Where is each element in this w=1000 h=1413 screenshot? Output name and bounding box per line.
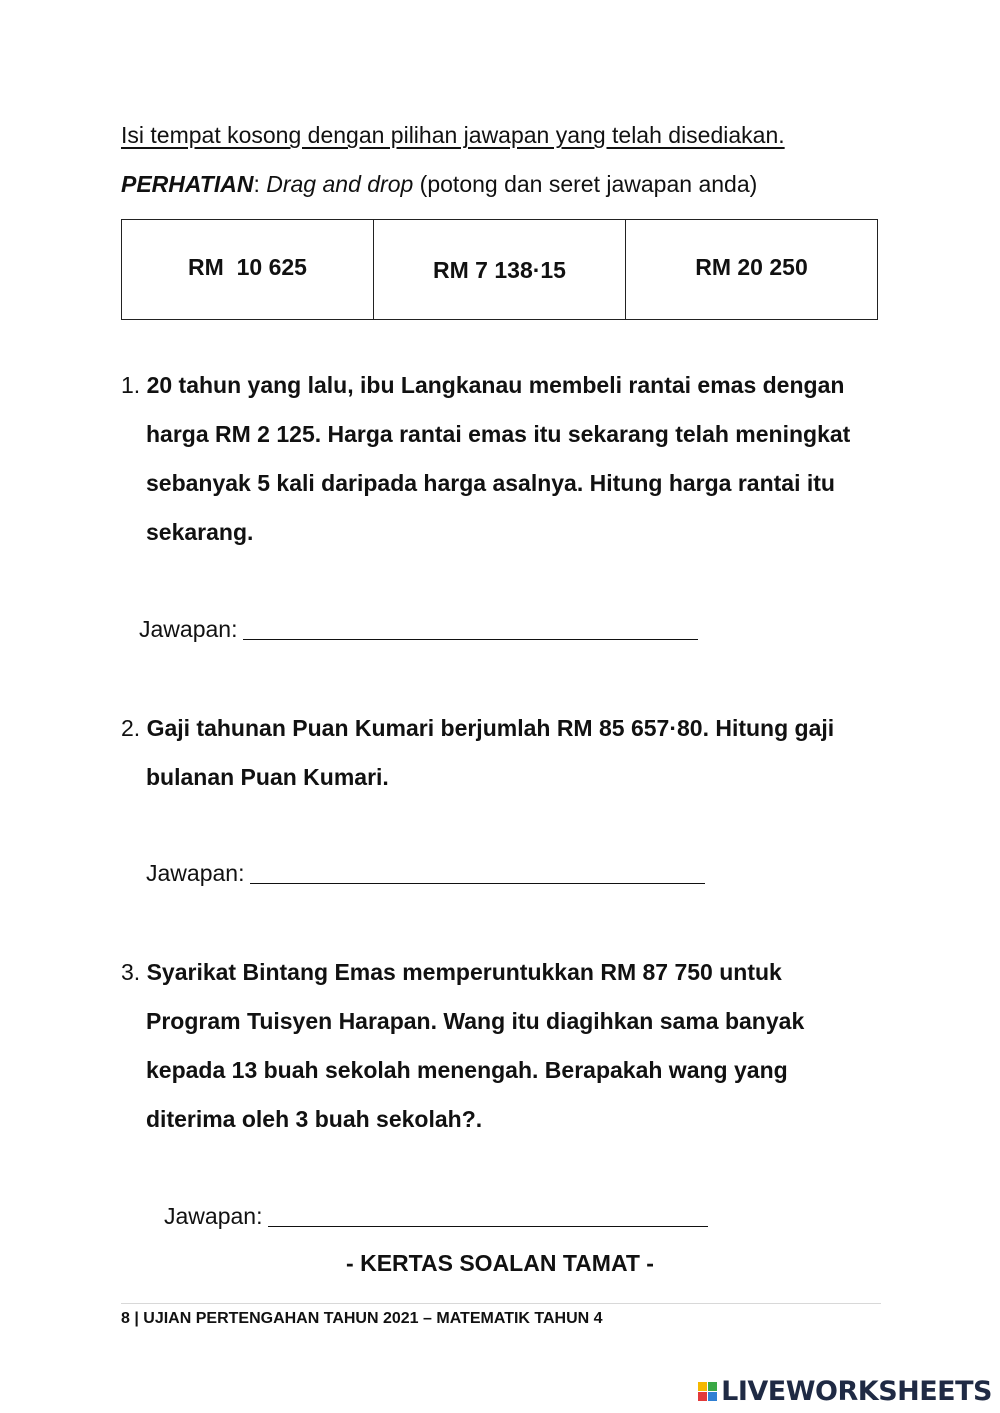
question-text: Gaji tahunan Puan Kumari berjumlah RM 85 657·80. Hitung gaji bulanan Puan Kumari. xyxy=(146,715,835,790)
question-3 xyxy=(121,948,881,1144)
answer-choices-table xyxy=(121,219,878,320)
answer-blank-3[interactable] xyxy=(268,1204,708,1227)
question-text: 20 tahun yang lalu, ibu Langkanau membeli rantai emas dengan harga RM 2 125. Harga rantai emas itu sekarang telah meningkat sebanyak 5 kali daripada harga asalnya. Hitung harga rantai itu sekarang. xyxy=(146,372,851,545)
notice-label: PERHATIAN xyxy=(121,171,254,197)
answer-row-3 xyxy=(164,1203,708,1230)
instruction-text: Isi tempat kosong dengan pilihan jawapan yang telah disediakan. xyxy=(121,122,785,148)
notice-detail: (potong dan seret jawapan anda) xyxy=(413,171,758,197)
answer-label: Jawapan: xyxy=(164,1203,263,1229)
logo-square xyxy=(698,1392,707,1401)
answer-choice-3[interactable]: RM 20 250 xyxy=(695,254,808,280)
question-number: 1. xyxy=(121,372,147,398)
logo-square xyxy=(708,1382,717,1391)
logo-square xyxy=(708,1392,717,1401)
answer-blank-1[interactable] xyxy=(243,617,698,640)
answer-blank-2[interactable] xyxy=(250,861,705,884)
question-text: Syarikat Bintang Emas memperuntukkan RM 87 750 untuk Program Tuisyen Harapan. Wang itu diagihkan sama banyak kepada 13 buah sekolah menengah. Berapakah wang yang diterima oleh 3 buah sekolah?. xyxy=(146,959,805,1132)
notice-separator: : xyxy=(253,171,267,197)
answer-row-1 xyxy=(139,616,698,643)
question-2 xyxy=(121,704,881,802)
question-number: 2. xyxy=(121,715,147,741)
page-footer: 8 | UJIAN PERTENGAHAN TAHUN 2021 – MATEMATIK TAHUN 4 xyxy=(121,1310,603,1327)
liveworksheets-logo-icon xyxy=(698,1382,717,1401)
liveworksheets-brand xyxy=(698,1376,992,1407)
answer-choice-2[interactable]: RM 7 138·15 xyxy=(374,220,626,319)
answer-choice-1[interactable]: RM 10 625 xyxy=(122,220,374,319)
notice-mode: Drag and drop xyxy=(266,171,414,197)
footer-divider xyxy=(121,1303,881,1304)
question-number: 3. xyxy=(121,959,147,985)
notice-line xyxy=(121,171,757,198)
logo-square xyxy=(698,1382,707,1391)
answer-label: Jawapan: xyxy=(139,616,238,642)
end-of-paper-text: - KERTAS SOALAN TAMAT - xyxy=(346,1250,654,1276)
answer-row-2 xyxy=(146,860,705,887)
question-1 xyxy=(121,361,881,557)
answer-label: Jawapan: xyxy=(146,860,245,886)
brand-name: LIVEWORKSHEETS xyxy=(721,1376,992,1407)
